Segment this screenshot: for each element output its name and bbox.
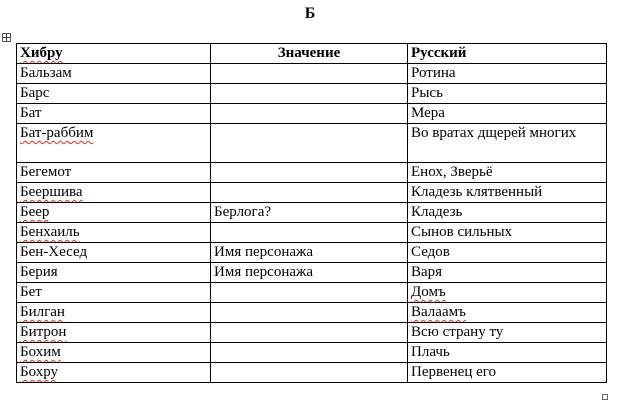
cell-russian-text: Валаамъ	[411, 304, 466, 320]
header-russian[interactable]: Русский	[408, 44, 607, 64]
cell-hebrew[interactable]	[17, 203, 211, 223]
cell-meaning[interactable]	[211, 64, 408, 84]
table-header-row	[17, 44, 607, 64]
table-row	[17, 163, 607, 183]
table-row	[17, 343, 607, 363]
table-row	[17, 303, 607, 323]
cell-russian-text: Домъ	[411, 284, 446, 300]
cell-hebrew[interactable]	[17, 124, 211, 163]
table-row	[17, 124, 607, 163]
cell-meaning[interactable]: Имя персонажа	[211, 243, 408, 263]
cell-meaning[interactable]: Берлога?	[211, 203, 408, 223]
cell-hebrew-text: Битрон	[20, 324, 67, 340]
table-row	[17, 243, 607, 263]
header-hebrew[interactable]	[17, 44, 211, 64]
cell-russian[interactable]: Варя	[408, 263, 607, 283]
cell-hebrew[interactable]: Берия	[17, 263, 211, 283]
table-row	[17, 203, 607, 223]
cell-russian[interactable]: Седов	[408, 243, 607, 263]
cell-hebrew-text: Бенхаиль	[20, 224, 80, 240]
cell-russian[interactable]: Мера	[408, 104, 607, 124]
cell-russian[interactable]	[408, 283, 607, 303]
cell-meaning[interactable]	[211, 343, 408, 363]
cell-hebrew-text: Бохим	[20, 344, 61, 360]
cell-hebrew[interactable]: Бегемот	[17, 163, 211, 183]
cell-russian[interactable]: Во вратах дщерей многих	[408, 124, 607, 163]
cell-meaning[interactable]	[211, 104, 408, 124]
cell-meaning[interactable]	[211, 124, 408, 163]
cell-russian[interactable]: Кладезь клятвенный	[408, 183, 607, 203]
cell-russian[interactable]	[408, 303, 607, 323]
cell-russian[interactable]: Первенец его	[408, 363, 607, 383]
cell-hebrew[interactable]	[17, 323, 211, 343]
cell-russian[interactable]: Всю страну ту	[408, 323, 607, 343]
table-move-handle-icon[interactable]	[2, 33, 11, 42]
cell-meaning[interactable]	[211, 183, 408, 203]
cell-hebrew[interactable]: Бет	[17, 283, 211, 303]
cell-russian[interactable]: Рысь	[408, 84, 607, 104]
cell-russian[interactable]: Кладезь	[408, 203, 607, 223]
cell-meaning[interactable]	[211, 283, 408, 303]
cell-meaning[interactable]	[211, 223, 408, 243]
glossary-table	[16, 43, 607, 383]
cell-russian[interactable]: Ротина	[408, 64, 607, 84]
cell-hebrew[interactable]: Барс	[17, 84, 211, 104]
header-meaning[interactable]: Значение	[211, 44, 408, 64]
cell-hebrew[interactable]	[17, 223, 211, 243]
cell-hebrew[interactable]	[17, 183, 211, 203]
cell-hebrew[interactable]: Бальзам	[17, 64, 211, 84]
cell-meaning[interactable]	[211, 163, 408, 183]
table-row	[17, 84, 607, 104]
table-row	[17, 223, 607, 243]
header-hebrew-label: Хибру	[20, 45, 63, 61]
cell-russian[interactable]: Енох, Зверьё	[408, 163, 607, 183]
table-row	[17, 104, 607, 124]
table-row	[17, 64, 607, 84]
cell-russian[interactable]: Плачь	[408, 343, 607, 363]
cell-meaning[interactable]	[211, 363, 408, 383]
cell-hebrew[interactable]: Бат	[17, 104, 211, 124]
table-row	[17, 363, 607, 383]
cell-meaning[interactable]	[211, 84, 408, 104]
table-row	[17, 183, 607, 203]
cell-hebrew-text: Билган	[20, 304, 65, 320]
cell-hebrew-text: Беер	[20, 204, 50, 220]
cell-meaning[interactable]	[211, 303, 408, 323]
table-row	[17, 323, 607, 343]
cell-hebrew[interactable]: Бен-Хесед	[17, 243, 211, 263]
cell-hebrew[interactable]	[17, 303, 211, 323]
cell-hebrew[interactable]	[17, 363, 211, 383]
cell-hebrew[interactable]	[17, 343, 211, 363]
cell-meaning[interactable]	[211, 323, 408, 343]
cell-hebrew-text: Бохру	[20, 364, 59, 380]
page-heading: Б	[304, 5, 316, 22]
table-resize-handle-icon[interactable]	[602, 394, 608, 400]
table-row	[17, 283, 607, 303]
cell-hebrew-text: Бат-раббим	[20, 125, 94, 141]
cell-meaning[interactable]: Имя персонажа	[211, 263, 408, 283]
cell-hebrew-text: Беершива	[20, 184, 83, 200]
table-row	[17, 263, 607, 283]
cell-russian[interactable]: Сынов сильных	[408, 223, 607, 243]
